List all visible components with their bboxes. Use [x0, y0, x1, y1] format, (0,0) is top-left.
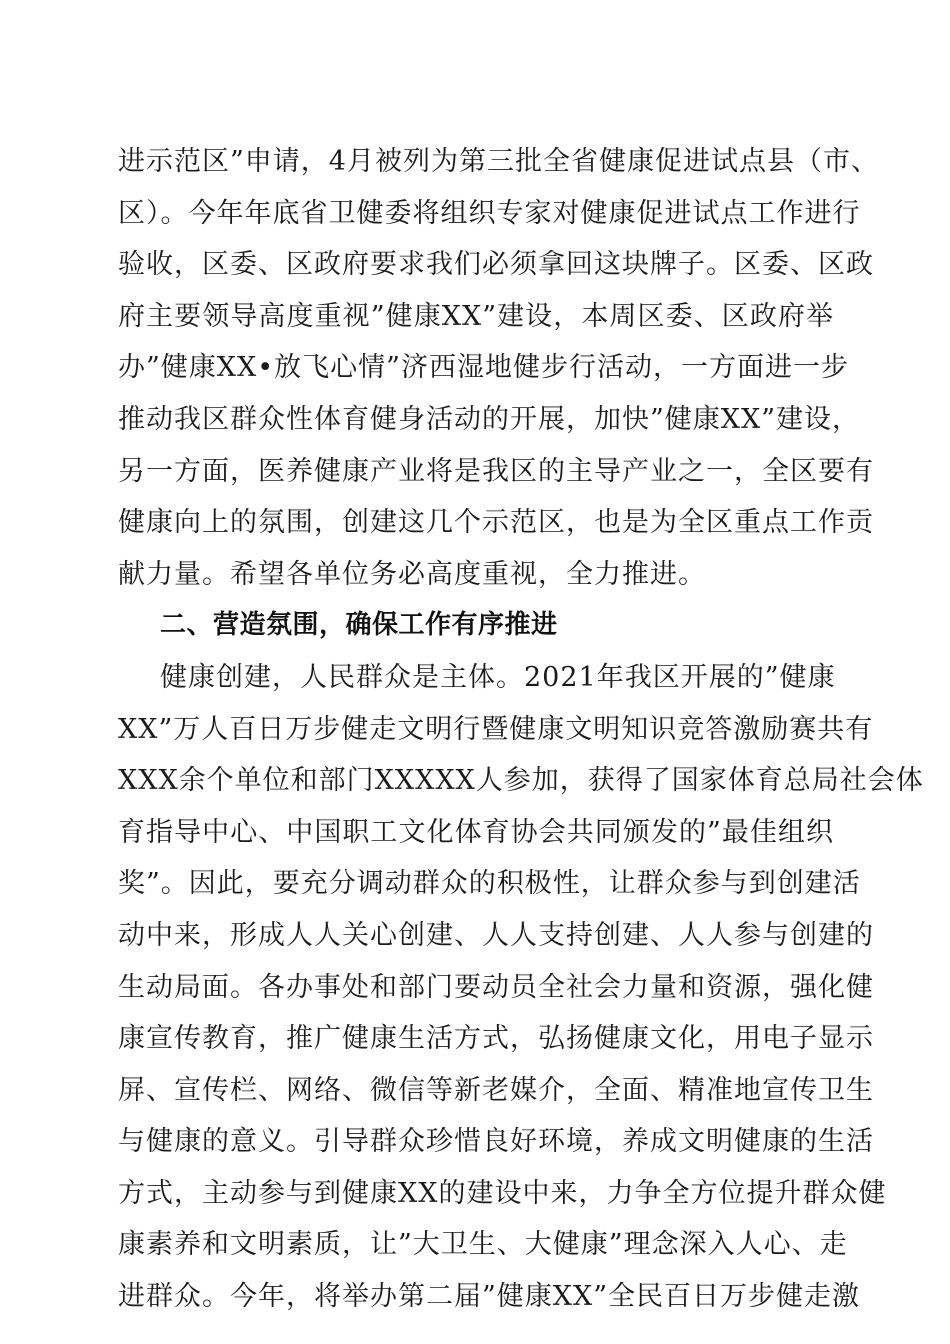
section-heading: 二、营造氛围，确保工作有序推进 [160, 610, 558, 641]
text-line: 奖”。因此，要充分调动群众的积极性，让群众参与到创建活 [118, 868, 861, 900]
text-line: 屏、宣传栏、网络、微信等新老媒介，全面、精准地宣传卫生 [118, 1074, 874, 1106]
document-body [118, 136, 924, 1323]
text-line: 康素养和文明素质，让”大卫生、大健康”理念深入人心、走 [118, 1229, 848, 1261]
text-line: 推动我区群众性体育健身活动的开展，加快”健康XX”建设， [118, 403, 861, 435]
text-line: 验收，区委、区政府要求我们必须拿回这块牌子。区委、区政 [118, 249, 874, 281]
text-line: 进示范区”申请，4月被列为第三批全省健康促进试点县（市、 [118, 146, 879, 177]
text-line: 健康创建，人民群众是主体。2021年我区开展的”健康 [160, 661, 836, 693]
text-line: 进群众。今年，将举办第二届”健康XX”全民百日万步健走激 [118, 1281, 861, 1313]
text-line: XX”万人百日万步健走文明行暨健康文明知识竞答激励赛共有 [118, 713, 874, 745]
text-line: XXX余个单位和部门XXXXX人参加，获得了国家体育总局社会体 [118, 765, 924, 797]
text-line: 生动局面。各办事处和部门要动员全社会力量和资源，强化健 [118, 971, 874, 1003]
text-line: 健康向上的氛围，创建这几个示范区，也是为全区重点工作贡 [118, 507, 874, 539]
text-line: 区）。今年年底省卫健委将组织专家对健康促进试点工作进行 [118, 197, 861, 229]
paragraph-2 [118, 652, 924, 1323]
text-line: 办”健康XX•放飞心情”济西湿地健步行活动，一方面进一步 [118, 352, 849, 384]
text-line: 另一方面，医养健康产业将是我区的主导产业之一，全区要有 [118, 455, 874, 487]
text-line: 与健康的意义。引导群众珍惜良好环境，养成文明健康的生活 [118, 1126, 874, 1158]
text-line: 献力量。希望各单位务必高度重视，全力推进。 [118, 558, 706, 590]
text-line: 方式，主动参与到健康XX的建设中来，力争全方位提升群众健 [118, 1177, 887, 1209]
text-line: 动中来，形成人人关心创建、人人支持创建、人人参与创建的 [118, 919, 874, 951]
text-line: 康宣传教育，推广健康生活方式，弘扬健康文化，用电子显示 [118, 1023, 874, 1055]
text-line: 育指导中心、中国职工文化体育协会共同颁发的”最佳组织 [118, 816, 834, 848]
text-line: 府主要领导高度重视”健康XX”建设，本周区委、区政府举 [118, 300, 834, 332]
paragraph-1 [118, 136, 879, 600]
